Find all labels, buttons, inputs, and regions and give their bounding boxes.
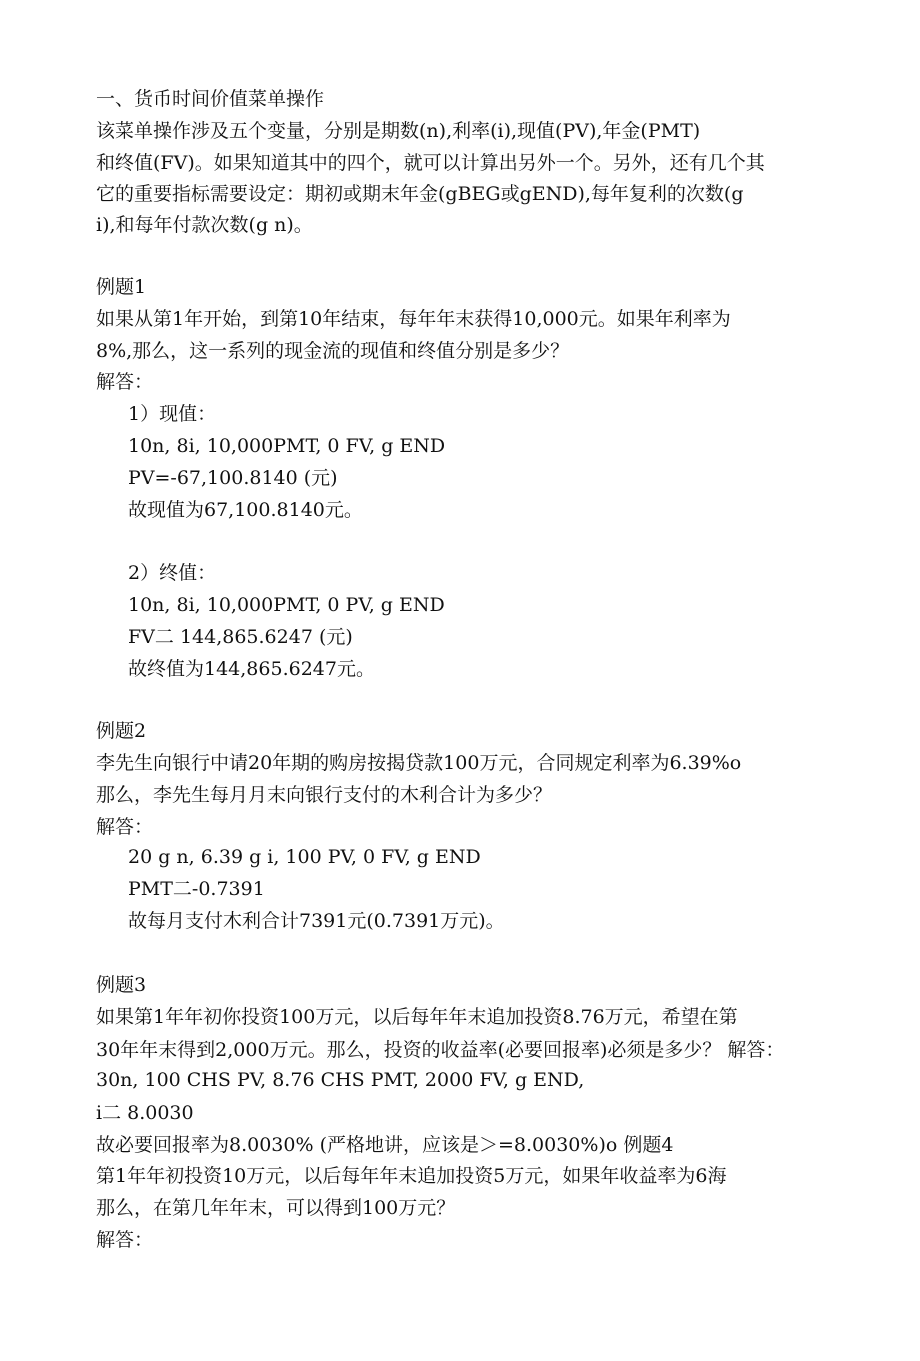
intro-line-3: 它的重要指标需要设定：期初或期末年金(gBEG或gEND),每年复利的次数(g — [96, 183, 744, 205]
example2-question-line-2: 那么，李先生每月月末向银行支付的木利合计为多少？ — [96, 784, 553, 806]
example1-part1-conclusion: 故现值为67,100.8140元。 — [128, 499, 363, 521]
example1-part2-input: 10n, 8i, 10,000PMT, 0 PV, g END — [128, 594, 445, 616]
intro-line-2: 和终值(FV)。如果知道其中的四个，就可以计算出另外一个。另外，还有几个其 — [96, 152, 765, 174]
example3-result: i二 8.0030 — [96, 1102, 194, 1124]
intro-line-1: 该菜单操作涉及五个变量，分别是期数(n),利率(i),现值(PV),年金(PMT) — [96, 120, 701, 142]
example3-input: 30n, 100 CHS PV, 8.76 CHS PMT, 2000 FV, g END, — [96, 1069, 585, 1091]
example3-question-line-1: 如果第1年年初你投资100万元，以后每年年末追加投资8.76万元，希望在第 — [96, 1006, 738, 1028]
example2-title: 例题2 — [96, 720, 147, 742]
example4-question-line-2: 那么，在第几年年末，可以得到100万元？ — [96, 1197, 456, 1219]
example1-part2-label: 2）终值： — [128, 562, 217, 584]
example1-part1-input: 10n, 8i, 10,000PMT, 0 FV, g END — [128, 435, 446, 457]
example3-question-line-2: 30年年末得到2,000万元。那么，投资的收益率(必要回报率)必须是多少？ 解答： — [96, 1039, 785, 1061]
example2-input: 20 g n, 6.39 g i, 100 PV, 0 FV, g END — [128, 846, 481, 868]
example2-answer-label: 解答： — [96, 816, 154, 838]
example1-part2-result: FV二 144,865.6247 (元) — [128, 626, 353, 648]
example2-conclusion: 故每月支付木利合计7391元(0.7391万元)。 — [128, 910, 505, 932]
example4-answer-label: 解答： — [96, 1229, 154, 1251]
example4-question-line-1: 第1年年初投资10万元，以后每年年末追加投资5万元，如果年收益率为6海 — [96, 1165, 727, 1187]
example1-part1-result: PV=-67,100.8140 (元) — [128, 467, 338, 489]
example1-answer-label: 解答： — [96, 371, 154, 393]
example3-conclusion: 故必要回报率为8.0030% (严格地讲，应该是＞=8.0030%)o 例题4 — [96, 1134, 674, 1156]
example2-result: PMT二-0.7391 — [128, 878, 265, 900]
example1-part2-conclusion: 故终值为144,865.6247元。 — [128, 658, 375, 680]
section-title: 一、货币时间价值菜单操作 — [96, 88, 325, 110]
example3-title: 例题3 — [96, 974, 147, 996]
example1-part1-label: 1）现值： — [128, 403, 217, 425]
example1-question-line-1: 如果从第1年开始，到第10年结束，每年年末获得10,000元。如果年利率为 — [96, 308, 731, 330]
example1-question-line-2: 8%,那么，这一系列的现金流的现值和终值分别是多少？ — [96, 340, 570, 362]
intro-line-4: i),和每年付款次数(g n)。 — [96, 214, 313, 236]
example1-title: 例题1 — [96, 276, 147, 298]
example2-question-line-1: 李先生向银行中请20年期的购房按揭贷款100万元，合同规定利率为6.39%o — [96, 752, 742, 774]
